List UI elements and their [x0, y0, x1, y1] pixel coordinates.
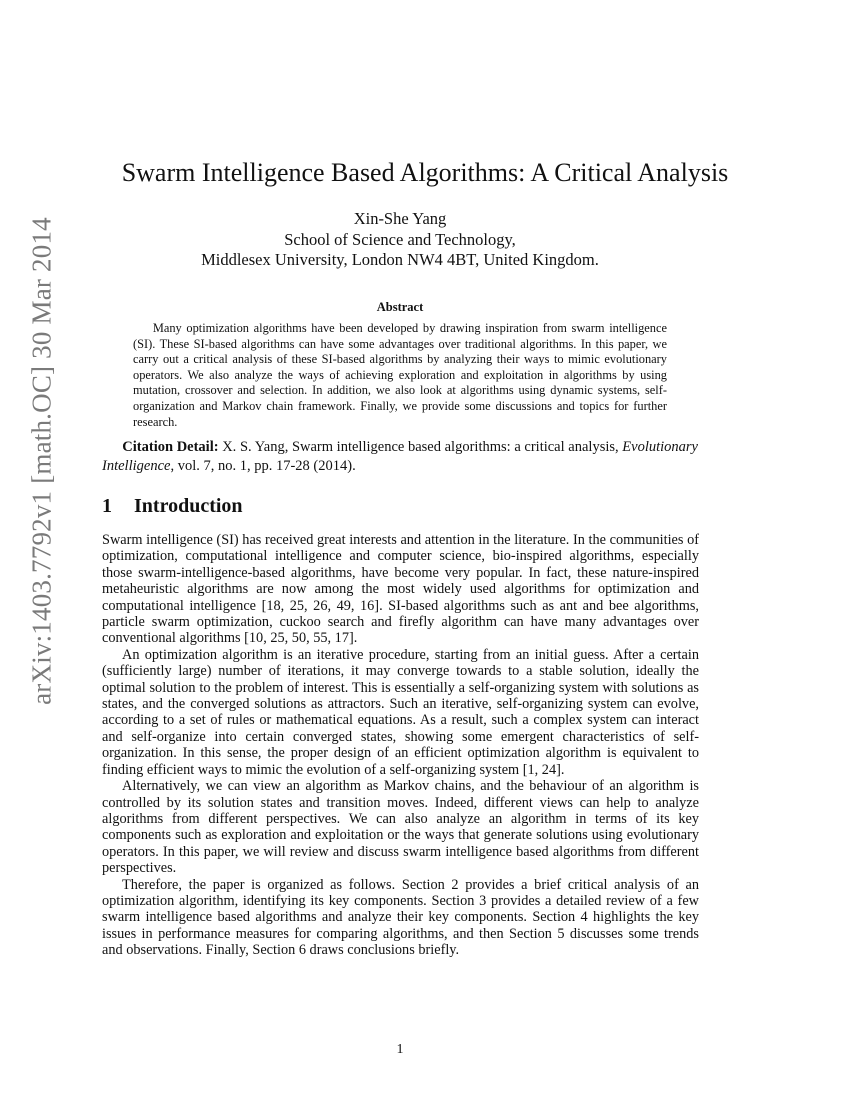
- abstract-heading: Abstract: [376, 300, 424, 314]
- citation-label: Citation Detail:: [122, 439, 219, 455]
- abstract-text: Many optimization algorithms have been developed by drawing inspiration from swarm intelligence (SI). These SI-based algorithms can have some advantages over traditional algorithms. In this paper, we carry out a critical analysis of these SI-based algorithms by analyzing their ways to mimic evolutionary operators. We also analyze the ways of achieving exploration and exploitation in algorithms by using mutation, crossover and selection. In addition, we also look at algorithms using dynamic systems, self-organization and Markov chain framework. Finally, we provide some discussions and topics for further research.: [133, 321, 667, 429]
- citation-text-1: X. S. Yang, Swarm intelligence based algorithms: a critical analysis,: [218, 439, 623, 455]
- body-paragraph: An optimization algorithm is an iterative procedure, starting from an initial guess. After a certain (sufficiently large) number of iterations, it may converge towards to a stable solution, ideally the optimal solution to the problem of interest. This is essentially a self-organizing system with solutions as states, and the converged solutions as attractors. Such an iterative, self-organizing system can evolve, according to a set of rules or mathematical equations. As a result, such a complex system can interact and self-organize into certain converged states, showing some emergent characteristics of self-organization. In this sense, the proper design of an efficient optimization algorithm is equivalent to finding efficient ways to mimic the evolution of a self-organizing system [1, 24].: [102, 646, 699, 778]
- citation-detail: [102, 438, 698, 475]
- section-title: Introduction: [134, 495, 243, 517]
- author-address: Middlesex University, London NW4 4BT, United Kingdom.: [201, 250, 599, 269]
- arxiv-stamp-text: arXiv:1403.7792v1 [math.OC] 30 Mar 2014: [26, 217, 57, 705]
- body-paragraph: Alternatively, we can view an algorithm as Markov chains, and the behaviour of an algorithm is controlled by its solution states and transition moves. Indeed, different views can help to analyze algorithms from different perspectives. We can also analyze an algorithm in terms of its key components such as exploration and exploitation or the ways that generate solutions using evolutionary operators. In this paper, we will review and discuss swarm intelligence based algorithms from different perspectives.: [102, 778, 699, 877]
- page-number: 1: [396, 1042, 404, 1057]
- section-number: 1: [102, 495, 112, 517]
- paper-title: Swarm Intelligence Based Algorithms: A Critical Analysis: [121, 158, 729, 187]
- author-name: Xin-She Yang: [353, 209, 447, 228]
- citation-text-2: , vol. 7, no. 1, pp. 17-28 (2014).: [170, 457, 356, 474]
- body-paragraph: Swarm intelligence (SI) has received great interests and attention in the literature. In the communities of optimization, computational intelligence and computer science, bio-inspired algorithms, especially those swarm-intelligence-based algorithms, have become very popular. In fact, these nature-inspired metaheuristic algorithms are now among the most widely used algorithms for optimization and computational intelligence [18, 25, 26, 49, 16]. SI-based algorithms such as ant and bee algorithms, particle swarm optimization, cuckoo search and firefly algorithm can have many advantages over conventional algorithms [10, 25, 50, 55, 17].: [102, 532, 699, 647]
- author-affiliation: School of Science and Technology,: [284, 229, 516, 249]
- body-paragraph: Therefore, the paper is organized as follows. Section 2 provides a brief critical analysis of an optimization algorithm, identifying its key components. Section 3 provides a detailed review of a few swarm intelligence based algorithms and analyze their key components. Section 4 highlights the key issues in performance measures for comparing algorithms, and then Section 5 discusses some trends and observations. Finally, Section 6 draws conclusions briefly.: [102, 876, 699, 959]
- author-block: [0, 209, 800, 271]
- section-heading: [102, 495, 243, 518]
- section-body: [102, 532, 699, 959]
- citation-journal: Evolutionary Intelligence: [102, 439, 698, 474]
